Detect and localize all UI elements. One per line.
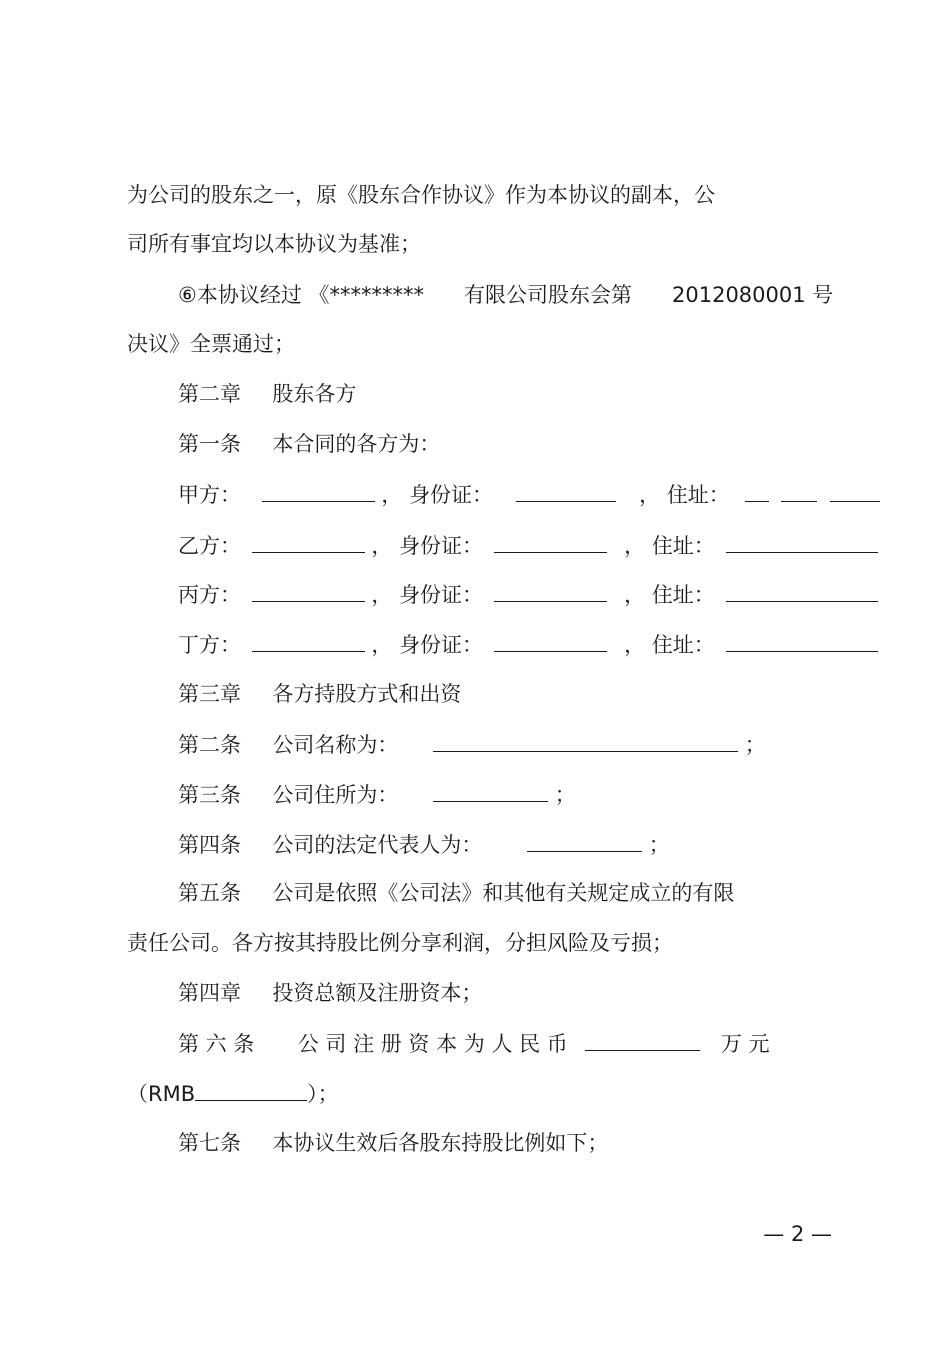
article-number: 第二条 — [178, 733, 241, 757]
article-line — [178, 729, 766, 760]
semicolon: ； — [554, 783, 576, 807]
id-label: 身份证： — [409, 483, 494, 507]
id-blank — [494, 530, 607, 553]
chapter-number: 第三章 — [178, 682, 241, 706]
rmb-blank — [195, 1078, 307, 1101]
address-blank — [781, 479, 817, 502]
article-text: 本协议生效后各股东持股比例如下； — [272, 1131, 609, 1155]
id-label: 身份证： — [399, 633, 484, 657]
comma: ， — [624, 534, 646, 558]
id-blank — [494, 629, 607, 652]
id-blank — [516, 479, 616, 502]
semicolon: ； — [648, 833, 670, 857]
paragraph-line — [127, 180, 715, 210]
paragraph-line — [127, 229, 421, 259]
article-line — [178, 1128, 608, 1158]
comma: ， — [371, 583, 393, 607]
address-blank — [745, 479, 769, 502]
paragraph-line — [127, 329, 295, 359]
article-text: 公 司 注 册 资 本 为 人 民 币 — [297, 1032, 568, 1056]
name-blank — [262, 479, 375, 502]
text: ）； — [307, 1082, 339, 1106]
article-number: 第三条 — [178, 783, 241, 807]
comma: ， — [624, 583, 646, 607]
party-line-bing — [178, 579, 878, 610]
semicolon: ； — [744, 733, 766, 757]
paragraph-line — [464, 280, 632, 310]
paragraph-line — [672, 280, 833, 310]
address-blank — [726, 530, 878, 553]
address-label: 住址： — [666, 483, 730, 507]
paragraph-line — [127, 928, 673, 958]
text: 责任公司。各方按其持股比例分享利润，分担风险及亏损； — [127, 931, 673, 955]
text: 司所有事宜均以本协议为基准； — [127, 232, 421, 256]
text: 2012080001 号 — [672, 283, 834, 307]
party-line-yi — [178, 530, 878, 561]
id-label: 身份证： — [399, 583, 484, 607]
comma: ， — [371, 633, 393, 657]
party-label: 甲方： — [178, 483, 241, 507]
article-text: 公司名称为： — [272, 733, 399, 757]
chapter-heading — [178, 679, 461, 709]
paragraph-line — [178, 280, 424, 310]
chapter-title: 股东各方 — [272, 382, 357, 406]
address-label: 住址： — [651, 534, 715, 558]
text: 决议》全票通过； — [127, 332, 295, 356]
company-name-blank — [433, 729, 738, 752]
chapter-heading — [178, 379, 356, 409]
paragraph-line — [127, 1078, 339, 1109]
article-line — [178, 429, 440, 459]
chapter-title: 投资总额及注册资本； — [272, 981, 483, 1005]
party-label: 丁方： — [178, 633, 241, 657]
article-text: 公司住所为： — [272, 783, 399, 807]
comma: ， — [639, 483, 661, 507]
article-number: 第四条 — [178, 833, 241, 857]
legal-rep-blank — [527, 829, 642, 852]
article-number: 第五条 — [178, 881, 241, 905]
article-line — [178, 829, 670, 860]
article-line — [178, 1028, 770, 1059]
party-line-jia — [178, 479, 880, 510]
article-line — [178, 878, 734, 908]
article-line — [178, 779, 576, 810]
article-text: 公司的法定代表人为： — [272, 833, 483, 857]
chapter-number: 第二章 — [178, 382, 241, 406]
comma: ， — [371, 534, 393, 558]
text: ⑥本协议经过 《********* — [178, 283, 425, 307]
article-number: 第七条 — [178, 1131, 241, 1155]
article-number: 第 六 条 — [178, 1032, 255, 1056]
name-blank — [252, 530, 365, 553]
name-blank — [252, 579, 365, 602]
chapter-heading — [178, 978, 482, 1008]
id-blank — [494, 579, 607, 602]
party-label: 丙方： — [178, 583, 241, 607]
address-blank — [726, 579, 878, 602]
chapter-title: 各方持股方式和出资 — [272, 682, 462, 706]
text: 为公司的股东之一，原《股东合作协议》作为本协议的副本，公 — [127, 183, 715, 207]
chapter-number: 第四章 — [178, 981, 241, 1005]
comma: ， — [381, 483, 403, 507]
name-blank — [252, 629, 365, 652]
party-label: 乙方： — [178, 534, 241, 558]
text: 有限公司股东会第 — [464, 283, 632, 307]
company-address-blank — [433, 779, 548, 802]
party-line-ding — [178, 629, 878, 660]
capital-blank — [585, 1028, 700, 1051]
address-blank — [830, 479, 880, 502]
address-label: 住址： — [651, 633, 715, 657]
article-number: 第一条 — [178, 432, 241, 456]
comma: ， — [624, 633, 646, 657]
rmb-label: （RMB — [127, 1082, 196, 1106]
article-text: 本合同的各方为： — [272, 432, 441, 456]
unit-text: 万 元 — [720, 1032, 770, 1056]
address-label: 住址： — [651, 583, 715, 607]
article-text: 公司是依照《公司法》和其他有关规定成立的有限 — [272, 881, 735, 905]
page-number: — 2 — — [763, 1222, 832, 1246]
id-label: 身份证： — [399, 534, 484, 558]
address-blank — [726, 629, 878, 652]
